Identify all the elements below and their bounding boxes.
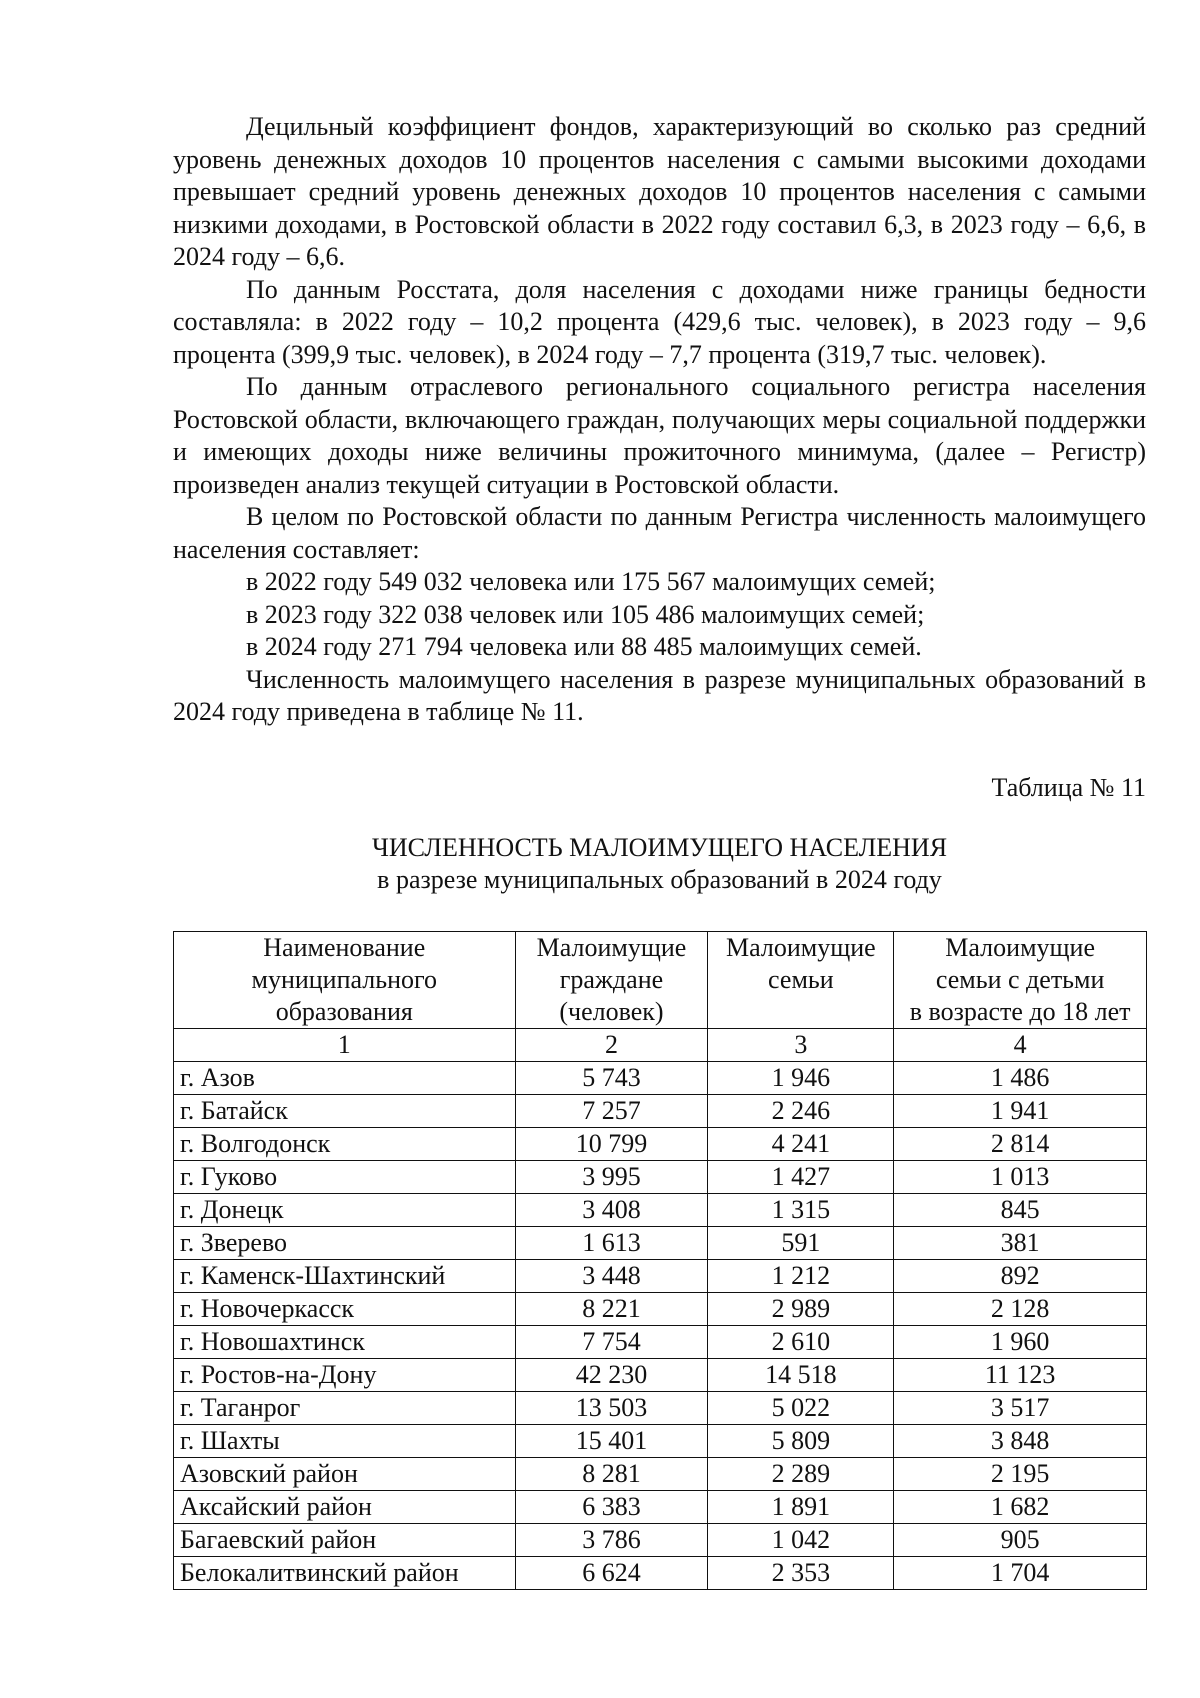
column-number: 2: [515, 1029, 708, 1062]
table-cell: 1 704: [894, 1557, 1147, 1590]
body-text: [173, 111, 1146, 729]
municipality-name: г. Шахты: [174, 1425, 516, 1458]
table-row: [174, 1392, 1147, 1425]
table-cell: 42 230: [515, 1359, 708, 1392]
table-row: [174, 1062, 1147, 1095]
table-row: [174, 1128, 1147, 1161]
municipality-name: г. Батайск: [174, 1095, 516, 1128]
table-title-main: ЧИСЛЕННОСТЬ МАЛОИМУЩЕГО НАСЕЛЕНИЯ: [371, 833, 948, 862]
table-cell: 1 486: [894, 1062, 1147, 1095]
municipality-name: г. Волгодонск: [174, 1128, 516, 1161]
paragraph-table-reference: Численность малоимущего населения в разрезе муниципальных образований в 2024 году приведена в таблице № 11.: [173, 664, 1146, 726]
table-cell: 1 427: [708, 1161, 894, 1194]
table-cell: 2 195: [894, 1458, 1147, 1491]
table-title-sub: в разрезе муниципальных образований в 2024 году: [377, 865, 942, 894]
table-row: [174, 1425, 1147, 1458]
municipality-name: Азовский район: [174, 1458, 516, 1491]
table-row: [174, 1359, 1147, 1392]
header-citizens: [515, 932, 708, 1029]
table-cell: 7 257: [515, 1095, 708, 1128]
table-cell: 8 281: [515, 1458, 708, 1491]
table-cell: 5 743: [515, 1062, 708, 1095]
table-cell: 4 241: [708, 1128, 894, 1161]
municipality-name: Белокалитвинский район: [174, 1557, 516, 1590]
table-cell: 1 315: [708, 1194, 894, 1227]
table-row: [174, 1227, 1147, 1260]
table-cell: 3 786: [515, 1524, 708, 1557]
municipality-name: г. Новошахтинск: [174, 1326, 516, 1359]
table-row: [174, 1293, 1147, 1326]
header-municipality: [174, 932, 516, 1029]
table-cell: 3 848: [894, 1425, 1147, 1458]
table-cell: 1 960: [894, 1326, 1147, 1359]
header-text: в возрасте до 18 лет: [909, 997, 1131, 1026]
table-cell: 3 448: [515, 1260, 708, 1293]
municipality-name: г. Ростов-на-Дону: [174, 1359, 516, 1392]
column-number-row: [174, 1029, 1147, 1062]
header-text: (человек): [559, 997, 664, 1026]
table-cell: 3 408: [515, 1194, 708, 1227]
table-cell: 6 624: [515, 1557, 708, 1590]
municipality-name: г. Новочеркасск: [174, 1293, 516, 1326]
header-text: муниципального: [251, 965, 438, 994]
table-row: [174, 1557, 1147, 1590]
municipality-name: г. Донецк: [174, 1194, 516, 1227]
table-cell: 11 123: [894, 1359, 1147, 1392]
table-cell: 5 022: [708, 1392, 894, 1425]
table-cell: 1 682: [894, 1491, 1147, 1524]
municipality-name: г. Азов: [174, 1062, 516, 1095]
table-row: [174, 1326, 1147, 1359]
table-cell: 2 246: [708, 1095, 894, 1128]
table-cell: 10 799: [515, 1128, 708, 1161]
municipality-name: г. Зверево: [174, 1227, 516, 1260]
table-cell: 381: [894, 1227, 1147, 1260]
table-cell: 892: [894, 1260, 1147, 1293]
municipality-name: г. Таганрог: [174, 1392, 516, 1425]
table-cell: 1 613: [515, 1227, 708, 1260]
header-text: образования: [275, 997, 413, 1026]
table-cell: 2 353: [708, 1557, 894, 1590]
table-row: [174, 1491, 1147, 1524]
table-cell: 905: [894, 1524, 1147, 1557]
municipality-name: Аксайский район: [174, 1491, 516, 1524]
header-text: семьи: [768, 965, 834, 994]
header-text: Малоимущие: [726, 933, 876, 962]
table-caption: Таблица № 11: [991, 773, 1146, 802]
table-cell: 3 995: [515, 1161, 708, 1194]
table-cell: 2 289: [708, 1458, 894, 1491]
table-header-row: [174, 932, 1147, 1029]
table-row: [174, 1194, 1147, 1227]
table-row: [174, 1458, 1147, 1491]
table-cell: 13 503: [515, 1392, 708, 1425]
paragraph-poverty-share: По данным Росстата, доля населения с доходами ниже границы бедности составляла: в 2022 году – 10,2 процента (429,6 тыс. человек), в 2023 году – 9,6 процента (399,9 тыс. человек), в 2024 году – 7,7 процента (319,7 тыс. человек).: [173, 274, 1146, 369]
table-cell: 1 042: [708, 1524, 894, 1557]
table-cell: 1 212: [708, 1260, 894, 1293]
header-text: граждане: [559, 965, 664, 994]
year-line-2022: в 2022 году 549 032 человека или 175 567 малоимущих семей;: [246, 567, 936, 596]
table-cell: 591: [708, 1227, 894, 1260]
poverty-table: [173, 931, 1147, 1590]
header-text: семьи с детьми: [935, 965, 1105, 994]
column-number: 4: [894, 1029, 1147, 1062]
year-line-2023: в 2023 году 322 038 человек или 105 486 малоимущих семей;: [246, 599, 925, 629]
municipality-name: г. Гуково: [174, 1161, 516, 1194]
table-cell: 7 754: [515, 1326, 708, 1359]
column-number: 3: [708, 1029, 894, 1062]
header-text: Малоимущие: [945, 933, 1095, 962]
table-cell: 15 401: [515, 1425, 708, 1458]
municipality-name: г. Каменск-Шахтинский: [174, 1260, 516, 1293]
column-number: 1: [174, 1029, 516, 1062]
table-row: [174, 1524, 1147, 1557]
table-cell: 8 221: [515, 1293, 708, 1326]
table-cell: 2 610: [708, 1326, 894, 1359]
table-cell: 845: [894, 1194, 1147, 1227]
paragraph-total-population: В целом по Ростовской области по данным Регистра численность малоимущего населения составляет:: [173, 502, 1146, 564]
header-text: Наименование: [263, 933, 426, 962]
table-cell: 2 814: [894, 1128, 1147, 1161]
table-cell: 1 891: [708, 1491, 894, 1524]
year-line-2024: в 2024 году 271 794 человека или 88 485 малоимущих семей.: [246, 632, 922, 661]
municipality-name: Багаевский район: [174, 1524, 516, 1557]
paragraph-decile-coefficient: Децильный коэффициент фондов, характеризующий во сколько раз средний уровень денежных доходов 10 процентов населения с самыми высокими доходами превышает средний уровень денежных доходов 10 процентов населения с самыми низкими доходами, в Ростовской области в 2022 году составил 6,3, в 2023 году – 6,6, в 2024 году – 6,6.: [173, 112, 1146, 271]
table-cell: 6 383: [515, 1491, 708, 1524]
table-row: [174, 1161, 1147, 1194]
header-families-with-children: [894, 932, 1147, 1029]
table-row: [174, 1095, 1147, 1128]
table-row: [174, 1260, 1147, 1293]
table-cell: 1 946: [708, 1062, 894, 1095]
table-cell: 2 128: [894, 1293, 1147, 1326]
table-title: [173, 832, 1146, 896]
table-cell: 3 517: [894, 1392, 1147, 1425]
table-cell: 1 941: [894, 1095, 1147, 1128]
header-families: [708, 932, 894, 1029]
header-text: Малоимущие: [536, 933, 687, 962]
paragraph-register: По данным отраслевого регионального социального регистра населения Ростовской области, включающего граждан, получающих меры социальной поддержки и имеющих доходы ниже величины прожиточного минимума, (далее – Регистр) произведен анализ текущей ситуации в Ростовской области.: [173, 372, 1146, 499]
table-cell: 14 518: [708, 1359, 894, 1392]
table-cell: 1 013: [894, 1161, 1147, 1194]
table-cell: 5 809: [708, 1425, 894, 1458]
table-cell: 2 989: [708, 1293, 894, 1326]
